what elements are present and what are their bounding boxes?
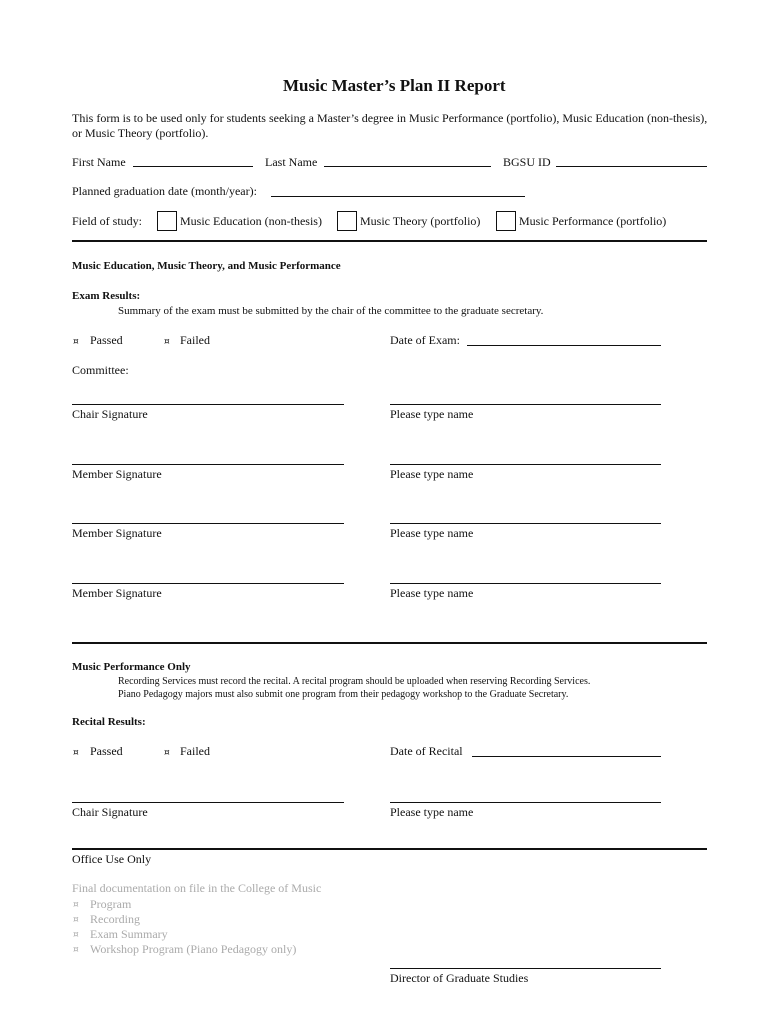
music-performance-checkbox[interactable] [496, 211, 516, 231]
workshop-program-item: Workshop Program (Piano Pedagogy only) [90, 942, 297, 956]
recital-failed-checkbox-icon[interactable]: ¤ [164, 748, 170, 758]
last-name-label: Last Name [265, 155, 318, 169]
type-name-label: Please type name [390, 467, 474, 481]
failed-label: Failed [180, 333, 210, 347]
exam-note: Summary of the exam must be submitted by the chair of the committee to the graduate secretary. [118, 305, 544, 317]
music-performance-label: Music Performance (portfolio) [519, 214, 667, 228]
type-name-label: Please type name [390, 526, 474, 540]
member-name-line[interactable] [390, 583, 661, 584]
bgsu-id-label: BGSU ID [503, 155, 551, 169]
recital-results-heading: Recital Results: [72, 716, 146, 728]
passed-label: Passed [90, 333, 123, 347]
recording-checkbox-icon[interactable]: ¤ [73, 915, 79, 925]
grad-date-label: Planned graduation date (month/year): [72, 184, 257, 198]
chair-signature-line[interactable] [72, 404, 344, 405]
music-theory-label: Music Theory (portfolio) [360, 214, 481, 228]
music-theory-checkbox[interactable] [337, 211, 357, 231]
exam-date-field[interactable] [467, 345, 661, 346]
member-signature-line[interactable] [72, 464, 344, 465]
section-divider [72, 848, 707, 850]
bgsu-id-field[interactable] [556, 166, 707, 167]
signature-label: Member Signature [72, 467, 162, 481]
first-name-field[interactable] [133, 166, 253, 167]
member-name-line[interactable] [390, 523, 661, 524]
recital-date-label: Date of Recital [390, 744, 463, 758]
office-use-heading: Office Use Only [72, 852, 152, 866]
member-name-line[interactable] [390, 464, 661, 465]
workshop-program-checkbox-icon[interactable]: ¤ [73, 945, 79, 955]
grad-date-field[interactable] [271, 196, 525, 197]
member-signature-line[interactable] [72, 583, 344, 584]
first-name-label: First Name [72, 155, 126, 169]
recording-note: Recording Services must record the recital. A recital program should be uploaded when reserving Recording Services. [118, 676, 591, 687]
section2-heading: Music Performance Only [72, 661, 191, 673]
last-name-field[interactable] [324, 166, 491, 167]
field-of-study-label: Field of study: [72, 214, 143, 228]
recital-passed-checkbox-icon[interactable]: ¤ [73, 748, 79, 758]
section-divider [72, 240, 707, 242]
section-divider [72, 642, 707, 644]
recital-chair-label: Chair Signature [72, 805, 148, 819]
program-checkbox-icon[interactable]: ¤ [73, 900, 79, 910]
recital-passed-label: Passed [90, 744, 123, 758]
type-name-label: Please type name [390, 407, 474, 421]
exam-summary-item: Exam Summary [90, 927, 168, 941]
director-signature-line[interactable] [390, 968, 661, 969]
intro-text: This form is to be used only for students seeking a Master’s degree in Music Performance (portfolio), Music Education (non-thesis), or Music Theory (portfolio). [72, 111, 708, 140]
recital-failed-label: Failed [180, 744, 210, 758]
exam-summary-checkbox-icon[interactable]: ¤ [73, 930, 79, 940]
signature-label: Member Signature [72, 526, 162, 540]
section1-heading: Music Education, Music Theory, and Music Performance [72, 260, 341, 272]
exam-results-heading: Exam Results: [72, 290, 141, 302]
program-item: Program [90, 897, 132, 911]
type-name-label: Please type name [390, 586, 474, 600]
signature-label: Chair Signature [72, 407, 148, 421]
recital-chair-signature-line[interactable] [72, 802, 344, 803]
signature-label: Member Signature [72, 586, 162, 600]
committee-label: Committee: [72, 363, 129, 377]
pedagogy-note: Piano Pedagogy majors must also submit one program from their pedagogy workshop to the Graduate Secretary. [118, 689, 569, 700]
recital-chair-name-line[interactable] [390, 802, 661, 803]
music-education-label: Music Education (non-thesis) [180, 214, 322, 228]
chair-name-line[interactable] [390, 404, 661, 405]
member-signature-line[interactable] [72, 523, 344, 524]
passed-checkbox-icon[interactable]: ¤ [73, 337, 79, 347]
final-documentation-text: Final documentation on file in the College of Music [72, 881, 322, 895]
recital-type-name-label: Please type name [390, 805, 474, 819]
recording-item: Recording [90, 912, 140, 926]
recital-date-field[interactable] [472, 756, 661, 757]
page-title: Music Master’s Plan II Report [283, 76, 506, 95]
music-education-checkbox[interactable] [157, 211, 177, 231]
exam-date-label: Date of Exam: [390, 333, 460, 347]
failed-checkbox-icon[interactable]: ¤ [164, 337, 170, 347]
director-label: Director of Graduate Studies [390, 971, 529, 985]
